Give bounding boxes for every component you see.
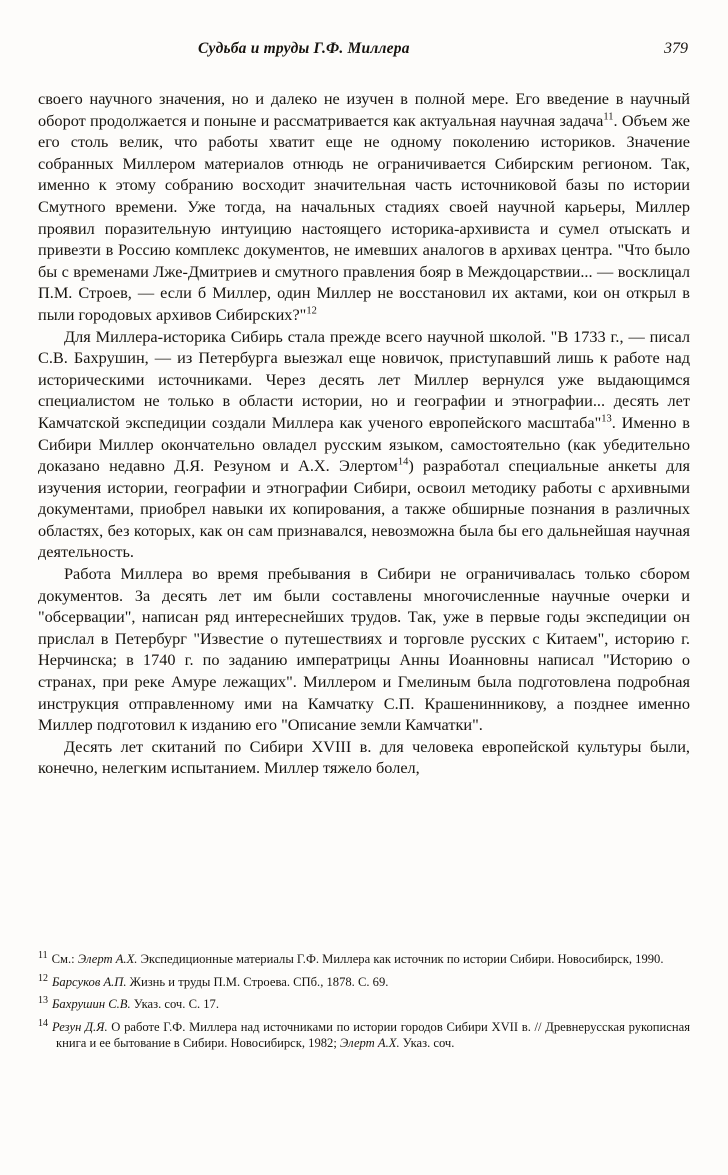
footnote-number: 11 xyxy=(38,950,48,961)
footnote-text: О работе Г.Ф. Миллера над источниками по истории городов Сибири XVII в. // Древнерусская рукописная книга и ее бытование в Сибири. Новосибирск, 1982; xyxy=(56,1019,690,1051)
footnote-number: 13 xyxy=(38,995,48,1007)
body-text xyxy=(38,88,690,779)
paragraph xyxy=(38,736,690,779)
footnote-text: Элерт А.Х. xyxy=(340,1036,400,1051)
footnote xyxy=(38,1016,690,1052)
footnote-text: Элерт А.Х. xyxy=(77,952,138,967)
footnote-reference[interactable]: 12 xyxy=(306,305,317,317)
paragraph xyxy=(38,563,690,736)
paragraph xyxy=(38,326,690,564)
footnote-text: Бахрушин С.В. xyxy=(52,997,131,1012)
page-number: 379 xyxy=(664,40,688,57)
running-head xyxy=(38,40,690,58)
text-run: Десять лет скитаний по Сибири XVIII в. для человека европейской культуры были, конечно, нелегким испытанием. Миллер тяжело болел, xyxy=(38,736,690,778)
running-head-title: Судьба и труды Г.Ф. Миллера xyxy=(198,40,410,57)
footnote-text: Указ. соч. С. 17. xyxy=(130,997,220,1012)
footnote xyxy=(38,993,690,1013)
text-run: Для Миллера-историка Сибирь стала прежде всего научной школой. "В 1733 г., — писал С.В. Бахрушин, — из Петербурга выезжал еще новичок, приступавший лишь к работе над историческими источниками. Через десять лет Миллер вернулся уже выдающимся специалистом не только в области истории, но и географии и этнографии... десять лет Камчатской экспедиции создали Миллера как ученого европейского масштаба" xyxy=(38,326,690,432)
footnote-reference[interactable]: 14 xyxy=(397,456,409,468)
footnotes-section xyxy=(38,948,690,1055)
page-content xyxy=(38,40,690,779)
text-run: Работа Миллера во время пребывания в Сибири не ограничивалась только сбором документов. За десять лет им были составлены многочисленные научные очерки и "обсервации", написан ряд интереснейших трудов. Так, уже в первые годы экспедиции он прислал в Петербург "Известие о путешествиях и торговле русских с Китаем", историю г. Нерчинска; в 1740 г. по заданию императрицы Анны Иоанновны написал "Историю о странах, при реке Амуре лежащих". Миллером и Гмелиным была подготовлена подробная инструкция отправленному ими на Камчатку С.П. Крашенинникову, а позднее именно Миллер подготовил к изданию его "Описание земли Камчатки". xyxy=(38,564,690,735)
footnote-number: 12 xyxy=(38,972,48,984)
footnote-text: Жизнь и труды П.М. Строева. СПб., 1878. С. 69. xyxy=(126,974,389,989)
text-run: своего научного значения, но и далеко не изучен в полной мере. Его введение в научный оборот продолжается и поныне и рассматривается как актуальная научная задача xyxy=(38,89,690,130)
footnote-number: 14 xyxy=(38,1017,48,1029)
footnote-text: Резун Д.Я. xyxy=(52,1019,108,1034)
footnote-text: Барсуков А.П. xyxy=(52,974,127,989)
paragraph xyxy=(38,88,690,326)
text-run: ) разработал специальные анкеты для изучения истории, географии и этнографии Сибири, освоил методику работы с архивными документами, приобрел навыки их копирования, а также обширные познания в различных областях, без которых, как он сам признавался, невозможна была бы его дальнейшая научная деятельность. xyxy=(38,456,691,562)
footnote-text: Экспедиционные материалы Г.Ф. Миллера как источник по истории Сибири. Новосибирск, 1990. xyxy=(137,952,664,967)
footnote-reference[interactable]: 13 xyxy=(601,413,612,425)
text-run: . Объем же его столь велик, что работы хватит еще не одному поколению историков. Значение собранных Миллером материалов отнюдь не ограничивается Сибирским регионом. Так, именно к этому собранию восходит значительная часть источниковой базы по истории Смутного времени. Уже тогда, на начальных стадиях своей научной карьеры, Миллер проявил поразительную интуицию настоящего историка-архивиста и сумел отыскать и привезти в Россию комплекс документов, не имевших аналогов в архивах центра. "Что было бы с временами Лже-Дмитриев и смутного правления бояр в Междоцарствии... — восклицал П.М. Строев, — если б Миллер, один Миллер не восстановил их актами, кои он открыл в пыли городовых архивов Сибирских?" xyxy=(38,110,690,324)
text-run: . Именно в Сибири Миллер окончательно овладел русским языком, самостоятельно (как убедительно доказано недавно Д.Я. Резуном и А.Х. Элертом xyxy=(38,412,690,476)
footnote-reference[interactable]: 11 xyxy=(603,111,614,123)
footnote-text: См.: xyxy=(51,952,78,967)
footnote xyxy=(38,971,690,991)
footnote-text: Указ. соч. xyxy=(399,1036,455,1051)
footnote xyxy=(38,948,690,968)
